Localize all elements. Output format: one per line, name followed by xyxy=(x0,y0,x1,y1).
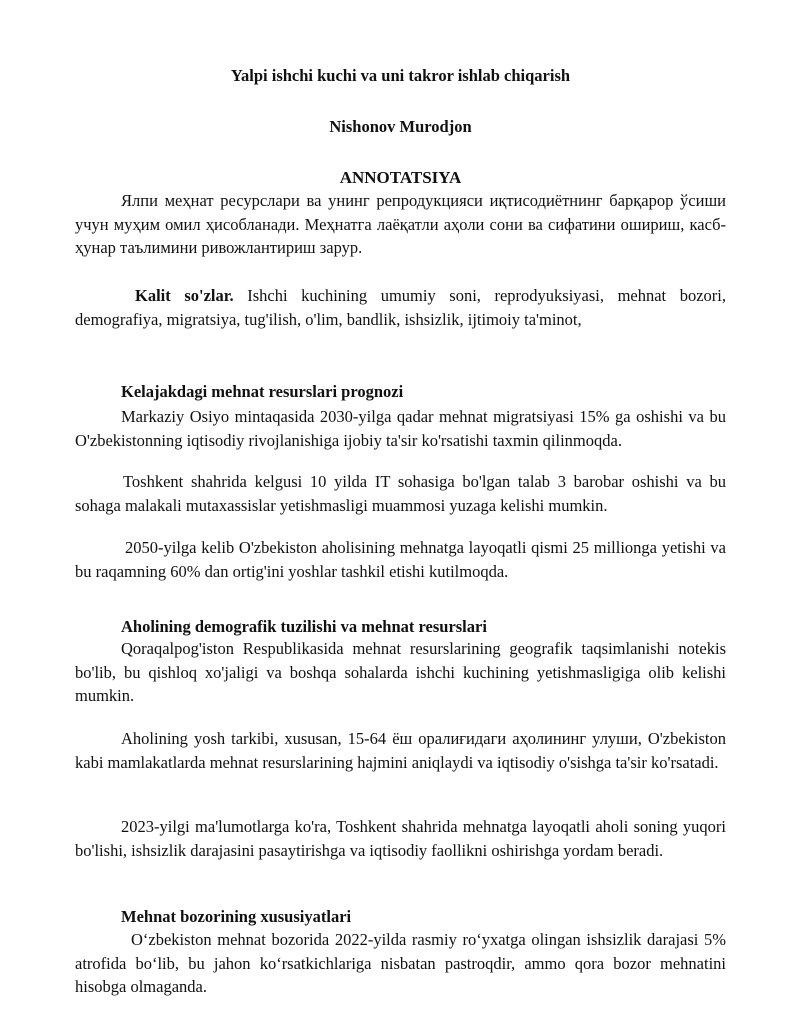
section-heading: Mehnat bozorining xususiyatlari xyxy=(121,907,352,926)
section-paragraph: Qoraqalpog'iston Respublikasida mehnat resurslarining geografik taqsimlanishi notekis bo'lib, bu qishloq xo'jaligi va boshqa sohalarda ishchi kuchining yetishmasligiga olib kelishi mumkin. xyxy=(75,639,726,705)
keywords-text: Ishchi kuchining umumiy soni, reprodyuksiyasi, mehnat bozori, demografiya, migratsiya, tug'ilish, o'lim, bandlik, ishsizlik, ijtimoiy ta'minot, xyxy=(75,286,726,329)
keywords-label: Kalit so'zlar. xyxy=(135,286,234,305)
document-title: Yalpi ishchi kuchi va uni takror ishlab chiqarish xyxy=(230,66,571,85)
section-heading: Kelajakdagi mehnat resurslari prognozi xyxy=(121,382,404,401)
section-paragraph: 2023-yilgi ma'lumotlarga ko'ra, Toshkent shahrida mehnatga layoqatli aholi soning yuqori bo'lishi, ishsizlik darajasini pasaytirishga va iqtisodiy faollikni oshirishga yordam beradi. xyxy=(75,817,726,860)
annotation-paragraph: Ялпи меҳнат ресурслари ва унинг репродукцияси иқтисодиётнинг барқарор ўсиши учун муҳим омил ҳисобланади. Меҳнатга лаёқатли аҳоли сони ва сифатини ошириш, касб-ҳунар таълимини ривожлантириш зарур. xyxy=(75,191,726,257)
annotation-heading: ANNOTATSIYA xyxy=(339,168,462,187)
section-paragraph: Markaziy Osiyo mintaqasida 2030-yilga qadar mehnat migratsiyasi 15% ga oshishi va bu O'zbekistonning iqtisodiy rivojlanishiga ijobiy ta'sir ko'rsatishi taxmin qilinmoqda. xyxy=(75,407,726,450)
section-heading: Aholining demografik tuzilishi va mehnat resurslari xyxy=(121,617,487,636)
section-paragraph: 2050-yilga kelib O'zbekiston aholisining mehnatga layoqatli qismi 25 millionga yetishi va bu raqamning 60% dan ortig'ini yoshlar tashkil etishi kutilmoqda. xyxy=(75,538,726,581)
section-paragraph: Aholining yosh tarkibi, xususan, 15-64 ёш оралиғидаги аҳолининг улуши, O'zbekiston kabi mamlakatlarda mehnat resurslarining hajmini aniqlaydi va iqtisodiy o'sishga ta'sir ko'rsatadi. xyxy=(75,729,726,772)
keywords-paragraph xyxy=(75,284,726,331)
section-paragraph: O‘zbekiston mehnat bozorida 2022-yilda rasmiy ro‘yxatga olingan ishsizlik darajasi 5% atrofida bo‘lib, bu jahon ko‘rsatkichlariga nisbatan pastroqdir, ammo qora bozor mehnatini hisobga olmaganda. xyxy=(75,930,726,996)
section-paragraph: Toshkent shahrida kelgusi 10 yilda IT sohasiga bo'lgan talab 3 barobar oshishi va bu sohaga malakali mutaxassislar yetishmasligi muammosi yuzaga kelishi mumkin. xyxy=(75,472,726,515)
document-author: Nishonov Murodjon xyxy=(329,117,472,136)
